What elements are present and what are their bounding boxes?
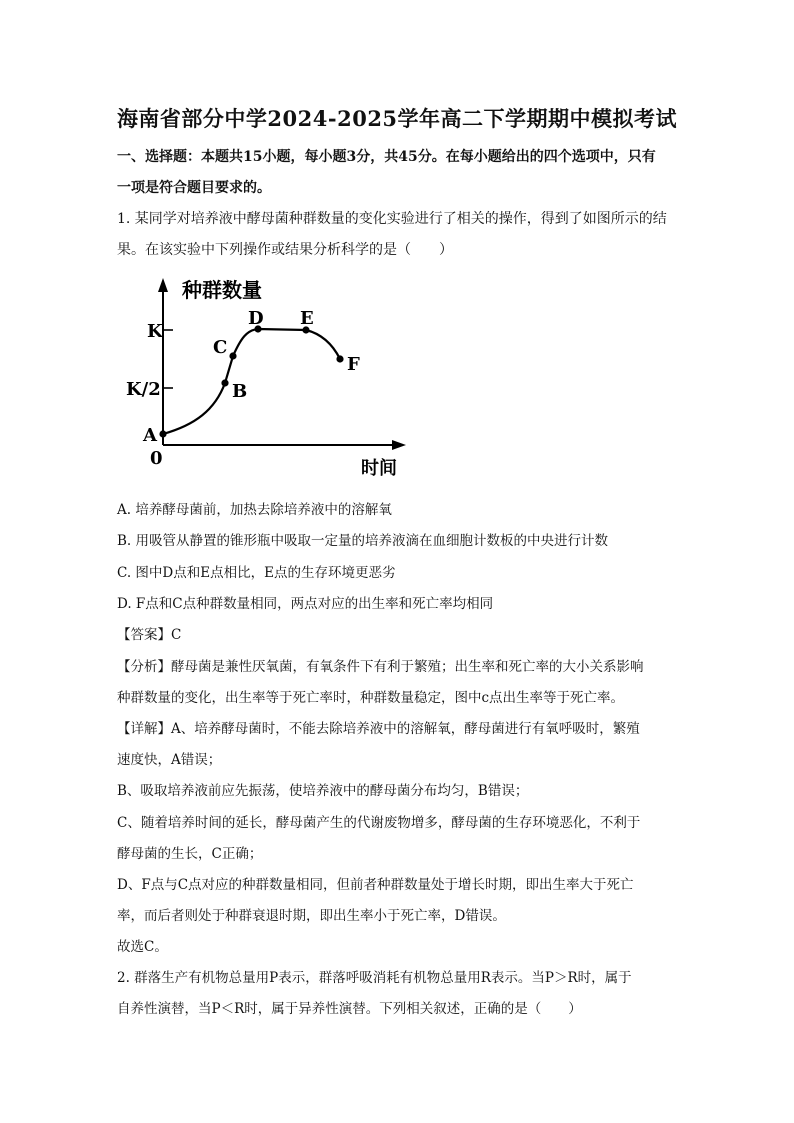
point-b: [221, 379, 228, 386]
q1-option-d: D. F点和C点种群数量相同，两点对应的出生率和死亡率均相同: [117, 596, 494, 612]
point-label-c: C: [213, 337, 228, 358]
population-curve: [163, 329, 340, 434]
q1-stem-line2: 果。在该实验中下列操作或结果分析科学的是（ ）: [117, 242, 453, 258]
q1-option-b: B. 用吸管从静置的锥形瓶中吸取一定量的培养液滴在血细胞计数板的中央进行计数: [117, 533, 609, 549]
q1-detail-line6: D、F点与C点对应的种群数量相同，但前者种群数量处于增长时期，即出生率大于死亡: [117, 877, 634, 893]
section-heading-line1: 一、选择题：本题共15小题，每小题3分，共45分。在每小题给出的四个选项中，只有: [117, 149, 656, 165]
q1-detail-line7: 率，而后者则处于种群衰退时期，即出生率小于死亡率，D错误。: [117, 908, 506, 924]
q2-stem-line1: 2. 群落生产有机物总量用P表示，群落呼吸消耗有机物总量用R表示。当P＞R时，属于: [117, 970, 632, 986]
section-heading-line2: 一项是符合题目要求的。: [117, 180, 271, 196]
point-label-f: F: [347, 354, 360, 375]
exam-title: 海南省部分中学2024-2025学年高二下学期期中模拟考试: [116, 106, 678, 131]
point-label-b: B: [232, 381, 248, 402]
tick-label-k: K: [147, 321, 163, 342]
q1-answer: 【答案】C: [117, 627, 182, 643]
point-c: [229, 352, 236, 359]
point-f: [336, 355, 343, 362]
tick-label-k-half: K/2: [126, 379, 161, 400]
q1-analysis-line1: 【分析】酵母菌是兼性厌氧菌，有氧条件下有利于繁殖；出生率和死亡率的大小关系影响: [117, 659, 644, 675]
point-label-e: E: [300, 308, 314, 329]
q2-stem-line2: 自养性演替，当P＜R时，属于异养性演替。下列相关叙述，正确的是（ ）: [117, 1001, 582, 1017]
q1-analysis-line2: 种群数量的变化，出生率等于死亡率时，种群数量稳定，图中c点出生率等于死亡率。: [117, 690, 625, 706]
q1-stem-line1: 1. 某同学对培养液中酵母菌种群数量的变化实验进行了相关的操作，得到了如图所示的结: [117, 211, 667, 227]
point-a: [159, 430, 166, 437]
x-axis-arrow: [392, 440, 406, 450]
origin-label: 0: [150, 448, 163, 469]
population-growth-figure: [120, 272, 420, 477]
q1-detail-line8: 故选C。: [117, 939, 168, 955]
q1-detail-line3: B、吸取培养液前应先振荡，使培养液中的酵母菌分布均匀，B错误；: [117, 783, 529, 799]
q1-detail-line1: 【详解】A、培养酵母菌时，不能去除培养液中的溶解氧，酵母菌进行有氧呼吸时，繁殖: [117, 721, 640, 737]
point-label-d: D: [248, 308, 264, 329]
q1-detail-line2: 速度快，A错误；: [117, 752, 222, 768]
y-axis-arrow: [158, 278, 168, 292]
y-axis-label: 种群数量: [182, 278, 262, 302]
point-label-a: A: [143, 425, 157, 446]
q1-option-c: C. 图中D点和E点相比，E点的生存环境更恶劣: [117, 565, 396, 581]
q1-detail-line5: 酵母菌的生长，C正确；: [117, 846, 263, 862]
x-axis-label: 时间: [361, 458, 397, 477]
q1-detail-line4: C、随着培养时间的延长，酵母菌产生的代谢废物增多，酵母菌的生存环境恶化，不利于: [117, 815, 641, 831]
q1-option-a: A. 培养酵母菌前，加热去除培养液中的溶解氧: [117, 502, 392, 518]
